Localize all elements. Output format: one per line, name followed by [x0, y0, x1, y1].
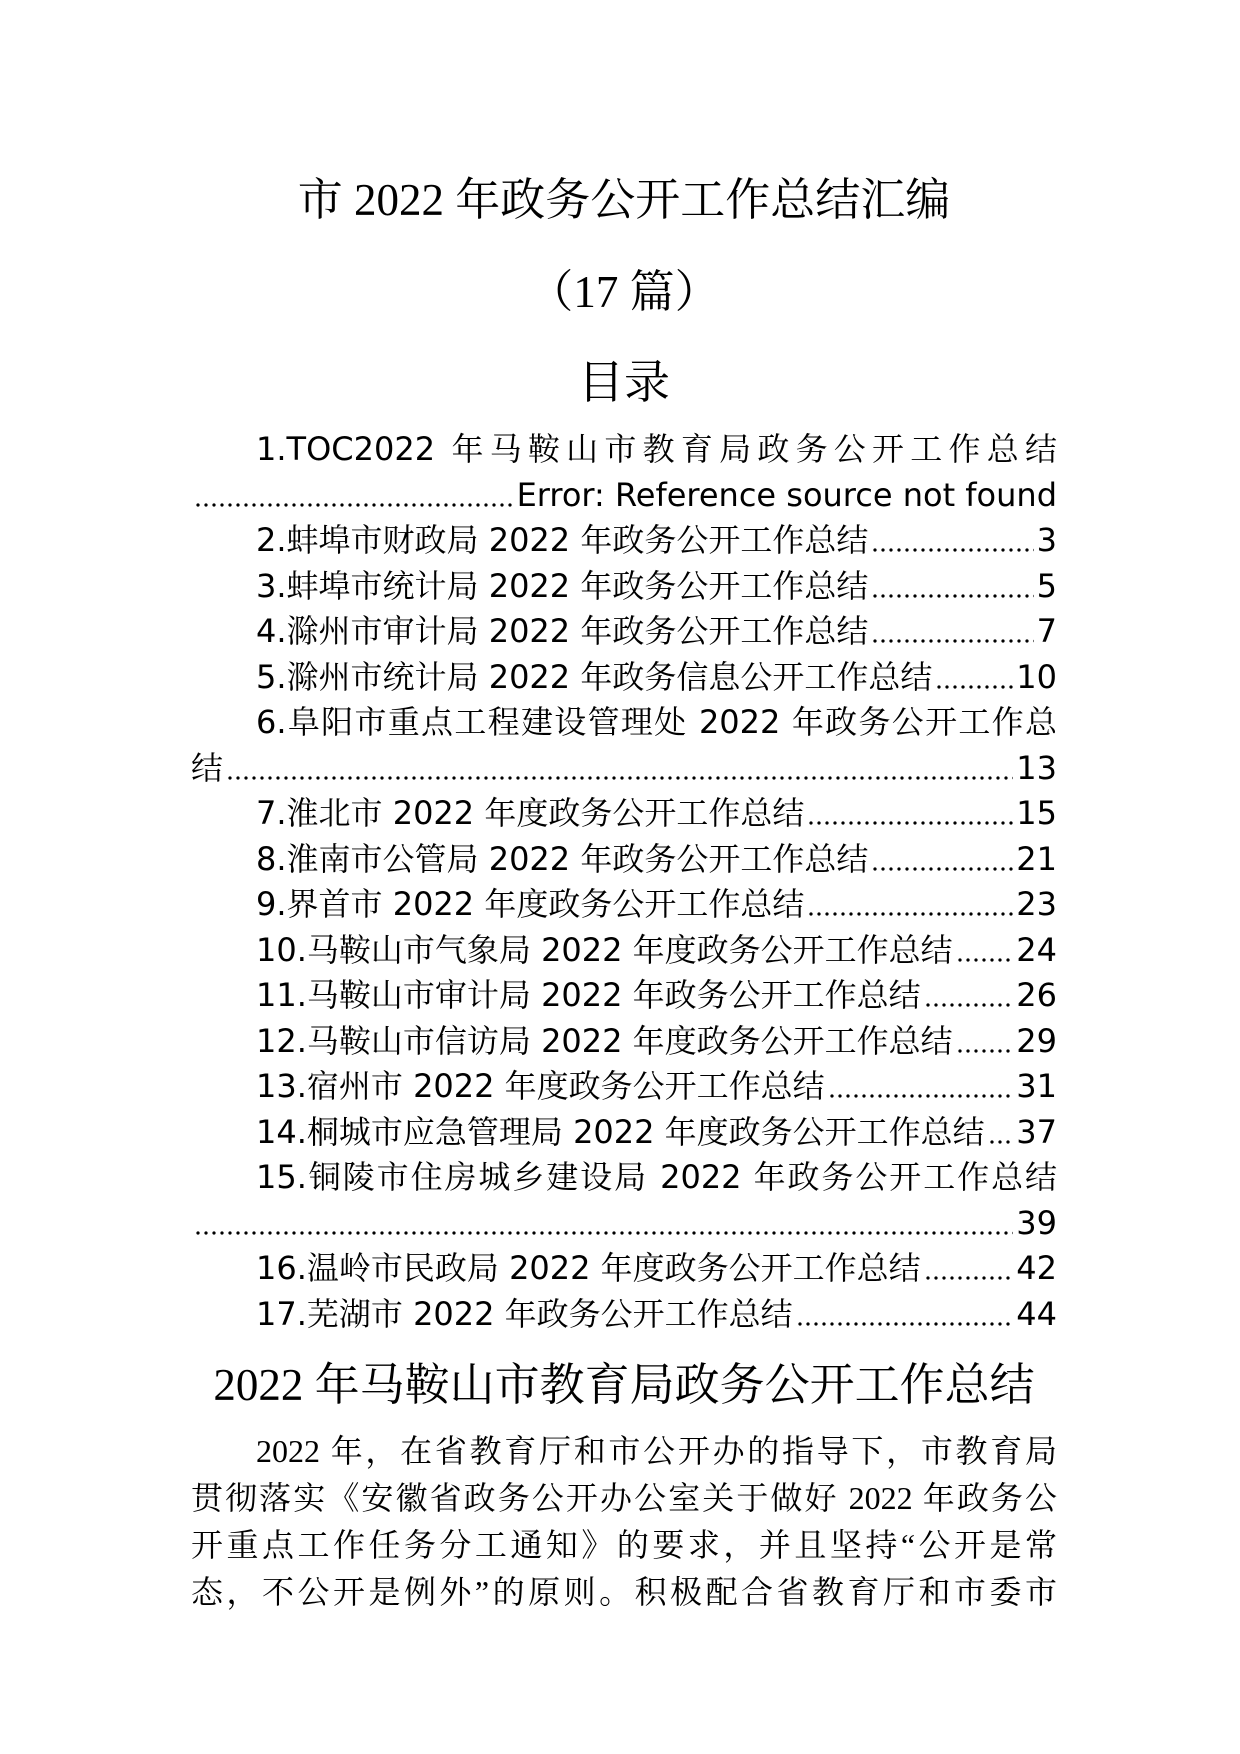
toc-entry-line — [191, 746, 1057, 792]
toc-entry-line — [191, 655, 1057, 701]
toc-entry-line — [191, 1201, 1057, 1247]
toc-entry-title: 13.宿州市 2022 年度政务公开工作总结 — [256, 1067, 825, 1105]
toc-page-number: 29 — [1016, 1021, 1057, 1060]
toc-page-number: 5 — [1036, 566, 1057, 605]
toc-entry-title: 16.温岭市民政局 2022 年度政务公开工作总结 — [256, 1249, 921, 1287]
toc-dot-leader — [194, 1201, 1013, 1247]
toc-dot-leader — [871, 609, 1033, 655]
toc-dot-leader — [924, 973, 1014, 1019]
paragraph-line: 开重点工作任务分工通知》的要求，并且坚持“公开是常 — [191, 1527, 1057, 1563]
toc-entry-title: 9.界首市 2022 年度政务公开工作总结 — [256, 885, 805, 923]
paragraph-line: 态，不公开是例外”的原则。积极配合省教育厅和市委市 — [191, 1574, 1057, 1610]
toc-entry[interactable] — [191, 882, 1057, 928]
toc-dot-leader — [828, 1064, 1014, 1110]
article-heading: 2022 年马鞍山市教育局政务公开工作总结 — [213, 1360, 1035, 1410]
toc-page-number: 26 — [1016, 976, 1057, 1014]
document-title: 市 2022 年政务公开工作总结汇编 — [297, 175, 951, 225]
toc-dot-leader — [226, 746, 1013, 792]
toc-page-number: 7 — [1036, 612, 1057, 650]
toc-entry-line — [191, 973, 1057, 1019]
toc-page-number: 15 — [1016, 794, 1057, 832]
toc-entry[interactable] — [191, 1155, 1057, 1246]
toc-dot-leader — [871, 518, 1033, 564]
toc-entry[interactable] — [191, 518, 1057, 564]
toc-entry[interactable] — [191, 1110, 1057, 1156]
toc-entry-line — [191, 1019, 1057, 1065]
toc-page-number: 3 — [1036, 521, 1057, 559]
toc-dot-leader — [871, 837, 1013, 883]
toc-entry-title: 2.蚌埠市财政局 2022 年政务公开工作总结 — [256, 521, 869, 559]
toc-entry[interactable] — [191, 928, 1057, 974]
toc-entry[interactable] — [191, 1246, 1057, 1292]
toc-entry-line — [191, 1110, 1057, 1156]
toc-page-number: 21 — [1016, 839, 1057, 878]
toc-entry-line — [191, 609, 1057, 655]
toc-dot-leader — [924, 1246, 1014, 1292]
toc-dot-leader — [796, 1292, 1014, 1338]
toc-entry[interactable] — [191, 1019, 1057, 1065]
toc-entry[interactable] — [191, 1064, 1057, 1110]
toc-heading: 目录 — [578, 355, 670, 409]
toc-entry-title: 8.淮南市公管局 2022 年政务公开工作总结 — [256, 839, 869, 878]
toc-entry-title: 17.芜湖市 2022 年政务公开工作总结 — [256, 1294, 793, 1333]
document-subtitle: （17 篇） — [528, 267, 720, 317]
toc-page-number: 42 — [1016, 1249, 1057, 1287]
toc-dot-leader — [871, 564, 1033, 610]
toc-entry-title: 5.滁州市统计局 2022 年政务信息公开工作总结 — [256, 657, 933, 696]
toc-entry-line — [191, 1155, 1057, 1201]
toc-entry-line — [191, 700, 1057, 746]
toc-entry-line — [191, 564, 1057, 610]
toc-dot-leader — [807, 791, 1013, 837]
toc-entry[interactable] — [191, 700, 1057, 791]
toc-entry-line — [191, 1064, 1057, 1110]
toc-entry-title: 3.蚌埠市统计局 2022 年政务公开工作总结 — [256, 566, 869, 605]
toc-entry-title: 12.马鞍山市信访局 2022 年度政务公开工作总结 — [256, 1021, 953, 1060]
toc-entry-title: 4.滁州市审计局 2022 年政务公开工作总结 — [256, 612, 869, 650]
paragraph-line: 2022 年，在省教育厅和市公开办的指导下，市教育局 — [256, 1433, 1057, 1469]
toc-entry-line — [191, 518, 1057, 564]
toc-page-number: 13 — [1016, 748, 1057, 787]
paragraph-line: 贯彻落实《安徽省政务公开办公室关于做好 2022 年政务公 — [191, 1480, 1057, 1516]
toc-entry-title: 1.TOC2022 年马鞍山市教育局政务公开工作总结 — [256, 430, 1057, 468]
toc-entry[interactable] — [191, 837, 1057, 883]
toc-page-number: 44 — [1016, 1294, 1057, 1333]
toc-page-number: 23 — [1016, 885, 1057, 923]
article-paragraph — [191, 1428, 1057, 1616]
toc-page-number: 37 — [1016, 1112, 1057, 1151]
toc-entry-title: 10.马鞍山市气象局 2022 年度政务公开工作总结 — [256, 930, 953, 969]
toc-dot-leader — [194, 473, 514, 519]
toc-entry-line — [191, 928, 1057, 974]
toc-page-number: 24 — [1016, 930, 1057, 969]
toc-entry-line — [191, 473, 1057, 519]
toc-entry-line — [191, 882, 1057, 928]
toc-entry-line — [191, 1246, 1057, 1292]
toc-page-number: 31 — [1016, 1067, 1057, 1105]
toc-entry[interactable] — [191, 791, 1057, 837]
toc-entry[interactable] — [191, 973, 1057, 1019]
toc-entry-line — [191, 427, 1057, 473]
toc-page-number: 10 — [1016, 657, 1057, 696]
toc-entry-title: 7.淮北市 2022 年度政务公开工作总结 — [256, 794, 805, 832]
toc-entry[interactable] — [191, 564, 1057, 610]
toc-entry[interactable] — [191, 1292, 1057, 1338]
toc-dot-leader — [988, 1110, 1014, 1156]
table-of-contents — [191, 427, 1057, 1337]
toc-entry[interactable] — [191, 655, 1057, 701]
toc-page-number: Error: Reference source not found — [516, 475, 1057, 514]
toc-dot-leader — [935, 655, 1013, 701]
toc-entry-title: 6.阜阳市重点工程建设管理处 2022 年政务公开工作总 — [256, 703, 1057, 741]
toc-entry[interactable] — [191, 609, 1057, 655]
toc-entry-title: 14.桐城市应急管理局 2022 年度政务公开工作总结 — [256, 1112, 985, 1151]
toc-dot-leader — [807, 882, 1013, 928]
toc-entry-line — [191, 791, 1057, 837]
toc-entry-title: 15.铜陵市住房城乡建设局 2022 年政务公开工作总结 — [256, 1158, 1057, 1196]
toc-dot-leader — [956, 928, 1014, 974]
toc-entry-title-continued: 结 — [191, 748, 224, 787]
toc-page-number: 39 — [1016, 1203, 1057, 1242]
toc-entry-line — [191, 837, 1057, 883]
toc-dot-leader — [956, 1019, 1014, 1065]
toc-entry[interactable] — [191, 427, 1057, 518]
toc-entry-line — [191, 1292, 1057, 1338]
toc-entry-title: 11.马鞍山市审计局 2022 年政务公开工作总结 — [256, 976, 921, 1014]
